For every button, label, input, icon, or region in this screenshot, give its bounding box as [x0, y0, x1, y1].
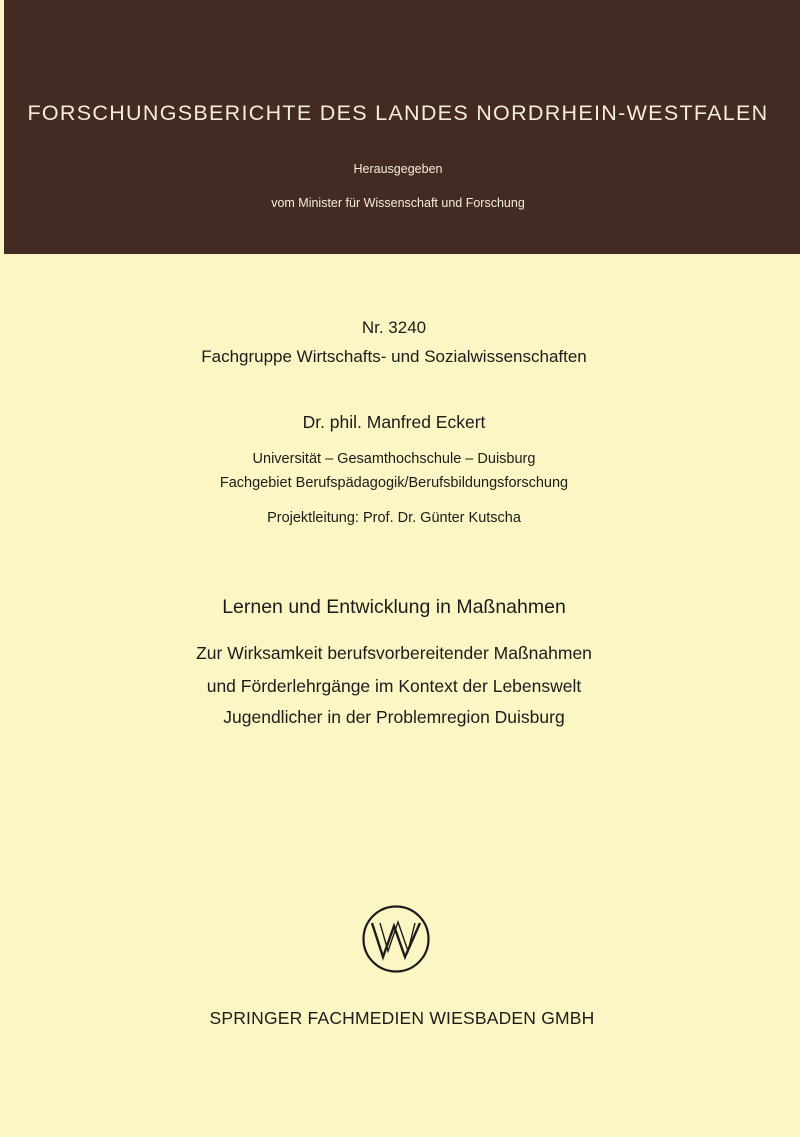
edited-by-label: Herausgegeben: [353, 162, 443, 176]
department-line: Fachgebiet Berufspädagogik/Berufsbildungsforschung: [219, 475, 569, 491]
project-lead: Projektleitung: Prof. Dr. Günter Kutscha: [267, 510, 521, 526]
institution-line: Universität – Gesamthochschule – Duisburg: [252, 451, 536, 467]
series-title: FORSCHUNGSBERICHTE DES LANDES NORDRHEIN-WESTFALEN: [27, 101, 769, 125]
subtitle-line: und Förderlehrgänge im Kontext der Lebenswelt: [206, 676, 582, 696]
subject-group: Fachgruppe Wirtschafts- und Sozialwissenschaften: [201, 347, 587, 366]
publisher-name: SPRINGER FACHMEDIEN WIESBADEN GMBH: [209, 1008, 595, 1028]
springer-logo-icon: [361, 904, 431, 974]
subtitle-line: Zur Wirksamkeit berufsvorbereitender Maßnahmen: [196, 643, 592, 663]
editor-line: vom Minister für Wissenschaft und Forschung: [271, 196, 525, 210]
volume-number: Nr. 3240: [361, 318, 427, 337]
subtitle-line: Jugendlicher in der Problemregion Duisburg: [223, 707, 565, 727]
header-band: [4, 0, 800, 254]
author-name: Dr. phil. Manfred Eckert: [302, 412, 486, 432]
book-title: Lernen und Entwicklung in Maßnahmen: [222, 596, 566, 618]
